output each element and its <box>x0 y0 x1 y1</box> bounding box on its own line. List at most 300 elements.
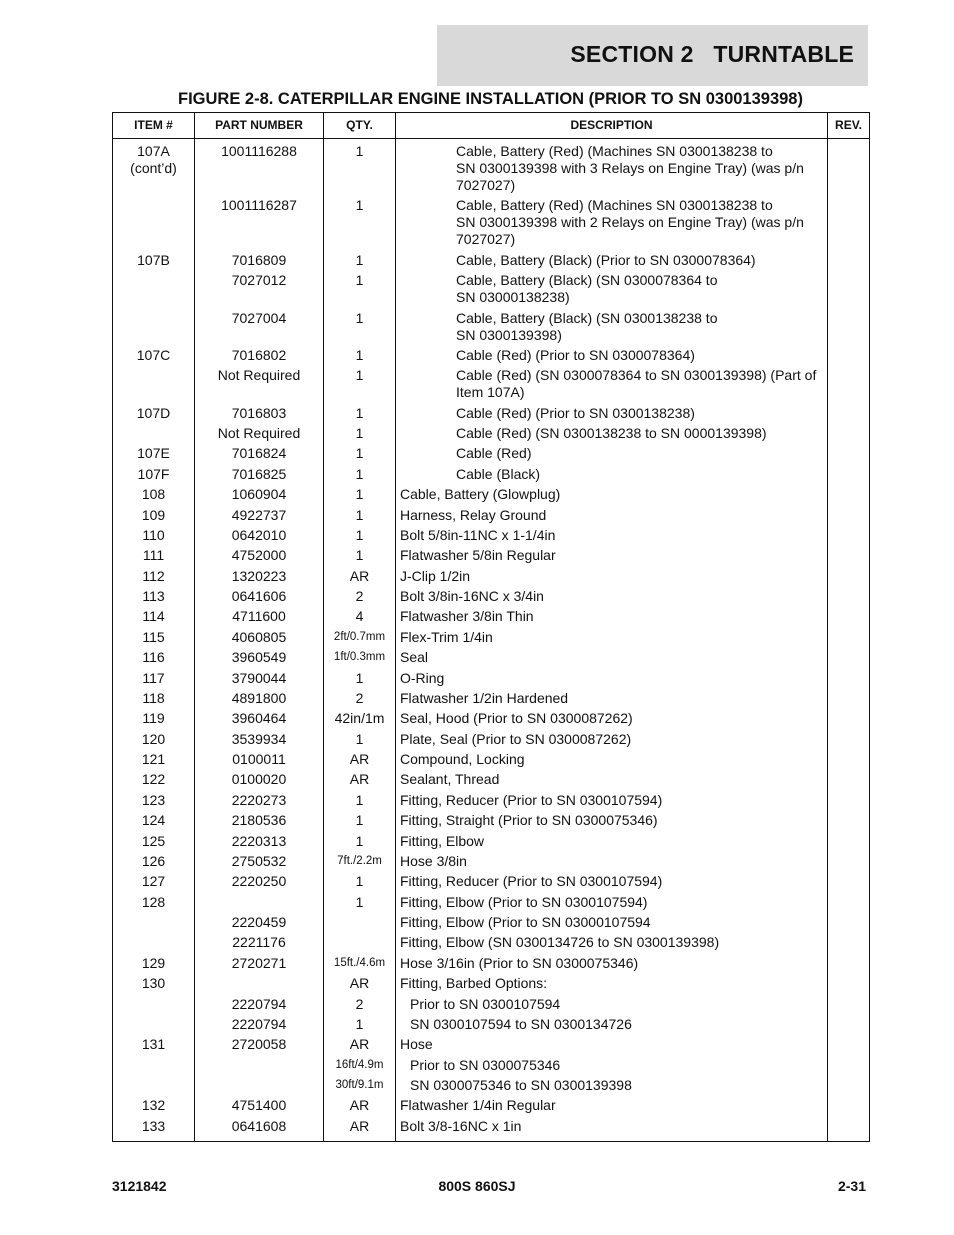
rev-cell <box>828 546 870 566</box>
description-cell-text: Fitting, Barbed Options: <box>400 975 548 992</box>
qty-cell-text: 7ft./2.2m <box>337 854 382 867</box>
item-cell <box>113 196 195 250</box>
part-number-cell-text: 1001116288 <box>221 143 297 159</box>
rev-cell <box>828 627 870 647</box>
column-header-rev: REV. <box>828 113 870 139</box>
part-number-cell <box>195 872 324 892</box>
part-number-cell <box>195 505 324 525</box>
description-cell-text: Prior to SN 0300107594 <box>410 995 561 1012</box>
qty-cell-text: AR <box>349 1036 370 1053</box>
part-number-cell-text: 3790044 <box>231 669 287 686</box>
qty-cell <box>324 729 396 749</box>
description-cell-text: Flatwasher 1/2in Hardened <box>400 689 569 706</box>
description-cell <box>396 505 828 525</box>
item-cell <box>113 525 195 545</box>
rev-cell <box>828 403 870 423</box>
description-cell-text: Fitting, Elbow (SN 0300134726 to SN 0300139398) <box>400 934 720 951</box>
item-cell <box>113 851 195 871</box>
qty-cell-text: 42in/1m <box>334 710 385 727</box>
table-row <box>113 627 870 647</box>
item-cell-text: 123 <box>141 791 166 808</box>
description-cell-text: Cable (Red) <box>456 445 532 462</box>
part-number-cell <box>195 770 324 790</box>
description-cell-text: Cable, Battery (Red) (Machines SN 0300138238 to SN 0300139398 with 2 Relays on Engine Tray) (was p/n 7027027) <box>456 197 804 248</box>
part-number-cell <box>195 139 324 196</box>
part-number-cell <box>195 810 324 830</box>
qty-cell-text: 2 <box>355 689 364 706</box>
item-cell <box>113 1116 195 1141</box>
item-cell <box>113 810 195 830</box>
item-cell-text: 113 <box>142 588 165 604</box>
part-number-cell <box>195 366 324 403</box>
qty-cell-text: 1 <box>355 309 364 326</box>
table-row <box>113 566 870 586</box>
qty-cell-text: AR <box>349 1117 370 1134</box>
item-cell <box>113 749 195 769</box>
qty-cell-text: 1 <box>355 873 364 890</box>
item-cell <box>113 345 195 365</box>
item-cell-text: 107F <box>137 465 170 482</box>
item-cell-text: 128 <box>141 893 166 910</box>
part-number-cell <box>195 892 324 912</box>
part-number-cell <box>195 1075 324 1095</box>
description-cell <box>396 851 828 871</box>
item-cell <box>113 566 195 586</box>
item-cell <box>113 464 195 484</box>
qty-cell-text: 1 <box>355 486 364 503</box>
qty-cell <box>324 709 396 729</box>
item-cell-text: 132 <box>141 1097 166 1114</box>
description-cell-text: Cable, Battery (Black) (SN 0300138238 to SN 0300139398) <box>456 309 718 343</box>
table-row <box>113 749 870 769</box>
description-cell <box>396 525 828 545</box>
qty-cell <box>324 790 396 810</box>
description-cell-text: Seal <box>400 649 429 666</box>
qty-cell-text: 2ft/0.7mm <box>333 630 386 643</box>
item-cell-text: 121 <box>141 751 166 767</box>
part-number-cell <box>195 1096 324 1116</box>
item-cell <box>113 505 195 525</box>
part-number-cell-text: Not Required <box>217 425 301 441</box>
description-cell <box>396 953 828 973</box>
part-number-cell <box>195 627 324 647</box>
description-cell-text: Cable (Red) (Prior to SN 0300138238) <box>456 404 695 421</box>
description-cell <box>396 366 828 403</box>
item-cell <box>113 546 195 566</box>
part-number-cell-text: 2220250 <box>231 873 287 890</box>
description-cell-text: Fitting, Elbow <box>400 832 485 849</box>
qty-cell-text: 1 <box>355 812 364 829</box>
parts-table <box>112 112 870 1142</box>
description-cell <box>396 484 828 504</box>
description-cell <box>396 912 828 932</box>
rev-cell <box>828 1075 870 1095</box>
qty-cell <box>324 872 396 892</box>
table-row <box>113 770 870 790</box>
table-row <box>113 647 870 667</box>
table-row <box>113 546 870 566</box>
qty-cell <box>324 1096 396 1116</box>
description-cell-text: SN 0300107594 to SN 0300134726 <box>410 1015 632 1032</box>
description-cell-text: Cable, Battery (Glowplug) <box>400 486 561 503</box>
description-cell-text: Cable, Battery (Black) (SN 0300078364 to SN 03000138238) <box>456 272 718 306</box>
rev-cell <box>828 366 870 403</box>
rev-cell <box>828 729 870 749</box>
part-number-cell-text: 4751400 <box>231 1097 287 1114</box>
part-number-cell <box>195 973 324 993</box>
item-cell-text: 129 <box>141 954 166 971</box>
part-number-cell-text: 4060805 <box>231 628 287 645</box>
description-cell-text: Plate, Seal (Prior to SN 0300087262) <box>400 730 632 747</box>
item-cell-text: 119 <box>142 710 165 727</box>
part-number-cell-text: 0641608 <box>231 1117 287 1134</box>
column-header-description: DESCRIPTION <box>396 113 828 139</box>
item-cell <box>113 139 195 196</box>
table-row <box>113 1055 870 1075</box>
qty-cell-text: 1 <box>355 404 364 421</box>
part-number-cell-text: 3539934 <box>231 730 287 747</box>
description-cell <box>396 872 828 892</box>
part-number-cell <box>195 546 324 566</box>
part-number-cell <box>195 607 324 627</box>
part-number-cell-text: 1320223 <box>231 567 287 584</box>
part-number-cell-text: Not Required <box>217 367 301 384</box>
item-cell <box>113 1035 195 1055</box>
part-number-cell <box>195 729 324 749</box>
qty-cell <box>324 810 396 830</box>
part-number-cell-text: 3960549 <box>231 649 287 666</box>
table-row <box>113 345 870 365</box>
table-row <box>113 831 870 851</box>
description-cell <box>396 688 828 708</box>
rev-cell <box>828 196 870 250</box>
part-number-cell <box>195 709 324 729</box>
qty-cell <box>324 953 396 973</box>
rev-cell <box>828 872 870 892</box>
item-cell <box>113 1055 195 1075</box>
table-row <box>113 505 870 525</box>
rev-cell <box>828 688 870 708</box>
part-number-cell-text: 7016803 <box>231 404 287 421</box>
table-row <box>113 668 870 688</box>
footer-page-number: 2-31 <box>837 1178 866 1194</box>
qty-cell-text: 1 <box>355 445 364 462</box>
part-number-cell <box>195 345 324 365</box>
description-cell-text: Bolt 5/8in-11NC x 1-1/4in <box>400 526 556 543</box>
part-number-cell-text: 2220273 <box>231 791 287 808</box>
qty-cell-text: 1 <box>355 893 364 910</box>
qty-cell <box>324 403 396 423</box>
item-cell <box>113 973 195 993</box>
rev-cell <box>828 444 870 464</box>
table-row <box>113 444 870 464</box>
table-row <box>113 953 870 973</box>
table-row <box>113 139 870 196</box>
description-cell <box>396 709 828 729</box>
part-number-cell-text: 2720058 <box>231 1036 287 1053</box>
description-cell <box>396 345 828 365</box>
rev-cell <box>828 505 870 525</box>
part-number-cell-text: 2750532 <box>231 852 287 869</box>
description-cell-text: O-Ring <box>400 669 445 686</box>
part-number-cell-text: 0100011 <box>232 751 286 767</box>
parts-table-body <box>113 139 870 1142</box>
qty-cell-text: 1 <box>355 669 364 686</box>
table-row <box>113 1116 870 1141</box>
qty-cell <box>324 912 396 932</box>
part-number-cell-text: 2220794 <box>231 995 287 1012</box>
part-number-cell <box>195 270 324 307</box>
qty-cell <box>324 444 396 464</box>
table-row <box>113 196 870 250</box>
qty-cell <box>324 464 396 484</box>
description-cell <box>396 810 828 830</box>
qty-cell <box>324 851 396 871</box>
qty-cell <box>324 627 396 647</box>
item-cell <box>113 668 195 688</box>
item-cell-text: 109 <box>141 506 166 523</box>
qty-cell-text: 1 <box>355 143 364 159</box>
table-row <box>113 586 870 606</box>
description-cell <box>396 423 828 443</box>
description-cell-text: Flatwasher 3/8in Thin <box>400 608 534 625</box>
description-cell <box>396 464 828 484</box>
part-number-cell-text: 0100020 <box>231 771 287 788</box>
table-row <box>113 464 870 484</box>
description-cell-text: Cable, Battery (Red) (Machines SN 0300138238 to SN 0300139398 with 3 Relays on Engine Tray) (was p/n 7027027) <box>456 143 804 193</box>
rev-cell <box>828 525 870 545</box>
description-cell-text: Prior to SN 0300075346 <box>410 1056 561 1073</box>
item-cell <box>113 607 195 627</box>
qty-cell-text: 1 <box>355 251 364 268</box>
qty-cell <box>324 345 396 365</box>
table-row <box>113 423 870 443</box>
item-cell <box>113 308 195 345</box>
rev-cell <box>828 1096 870 1116</box>
item-cell-text: 117 <box>142 669 165 686</box>
description-cell <box>396 1075 828 1095</box>
description-cell <box>396 892 828 912</box>
item-cell-text: 127 <box>141 873 166 890</box>
qty-cell <box>324 1035 396 1055</box>
footer-model: 800S 860SJ <box>438 1178 516 1194</box>
rev-cell <box>828 1055 870 1075</box>
item-cell <box>113 403 195 423</box>
part-number-cell <box>195 688 324 708</box>
qty-cell-text: 1 <box>355 730 364 747</box>
part-number-cell <box>195 1014 324 1034</box>
rev-cell <box>828 831 870 851</box>
part-number-cell <box>195 749 324 769</box>
part-number-cell <box>195 525 324 545</box>
qty-cell <box>324 607 396 627</box>
table-row <box>113 403 870 423</box>
item-cell-text: 112 <box>142 567 165 584</box>
rev-cell <box>828 749 870 769</box>
qty-cell-text: 1 <box>355 791 364 808</box>
qty-cell <box>324 1014 396 1034</box>
part-number-cell-text: 7016825 <box>231 465 287 482</box>
item-cell-text: 107E <box>137 445 170 462</box>
item-cell <box>113 709 195 729</box>
qty-cell <box>324 270 396 307</box>
description-cell-text: Hose 3/16in (Prior to SN 0300075346) <box>400 954 639 971</box>
item-cell-text: 122 <box>141 771 166 788</box>
item-cell-text: 133 <box>141 1117 166 1134</box>
item-cell-text: 107D <box>136 404 171 421</box>
rev-cell <box>828 1035 870 1055</box>
description-cell <box>396 444 828 464</box>
item-cell <box>113 872 195 892</box>
description-cell <box>396 770 828 790</box>
description-cell-text: Cable (Red) (SN 0300138238 to SN 0000139398) <box>456 425 767 441</box>
qty-cell <box>324 668 396 688</box>
rev-cell <box>828 586 870 606</box>
description-cell-text: Fitting, Straight (Prior to SN 0300075346) <box>400 812 658 829</box>
table-row <box>113 1075 870 1095</box>
rev-cell <box>828 668 870 688</box>
item-cell-text: 107C <box>136 346 171 363</box>
item-cell <box>113 770 195 790</box>
part-number-cell-text: 2220794 <box>231 1015 287 1032</box>
description-cell-text: Bolt 3/8in-16NC x 3/4in <box>400 588 544 604</box>
qty-cell <box>324 196 396 250</box>
part-number-cell <box>195 831 324 851</box>
section-title: SECTION 2 TURNTABLE <box>570 41 854 67</box>
part-number-cell-text: 3960464 <box>231 710 287 727</box>
part-number-cell <box>195 464 324 484</box>
table-row <box>113 810 870 830</box>
item-cell-text: 110 <box>142 526 165 543</box>
table-row <box>113 250 870 270</box>
part-number-cell <box>195 647 324 667</box>
column-header-item: ITEM # <box>113 113 195 139</box>
description-cell <box>396 647 828 667</box>
description-cell <box>396 1035 828 1055</box>
part-number-cell <box>195 851 324 871</box>
part-number-cell <box>195 1116 324 1141</box>
description-cell-text: Seal, Hood (Prior to SN 0300087262) <box>400 710 633 727</box>
item-cell <box>113 1075 195 1095</box>
description-cell <box>396 1096 828 1116</box>
description-cell <box>396 668 828 688</box>
rev-cell <box>828 770 870 790</box>
column-header-qty: QTY. <box>324 113 396 139</box>
qty-cell-text: 1 <box>355 1015 364 1032</box>
item-cell-text: 120 <box>141 730 166 747</box>
description-cell <box>396 566 828 586</box>
rev-cell <box>828 345 870 365</box>
item-cell <box>113 729 195 749</box>
description-cell-text: Cable (Red) (SN 0300078364 to SN 0300139398) (Part of Item 107A) <box>456 367 817 401</box>
description-cell-text: Hose <box>400 1036 433 1053</box>
rev-cell <box>828 709 870 729</box>
description-cell <box>396 790 828 810</box>
part-number-cell-text: 0641606 <box>231 588 287 604</box>
table-row <box>113 892 870 912</box>
rev-cell <box>828 892 870 912</box>
item-cell <box>113 366 195 403</box>
part-number-cell <box>195 953 324 973</box>
table-row <box>113 851 870 871</box>
qty-cell-text: 1 <box>355 346 364 363</box>
table-row <box>113 912 870 932</box>
qty-cell <box>324 1116 396 1141</box>
part-number-cell <box>195 1055 324 1075</box>
table-row <box>113 270 870 307</box>
item-cell-text: 131 <box>141 1036 166 1053</box>
rev-cell <box>828 139 870 196</box>
rev-cell <box>828 953 870 973</box>
table-row <box>113 484 870 504</box>
rev-cell <box>828 933 870 953</box>
qty-cell <box>324 973 396 993</box>
table-row <box>113 872 870 892</box>
rev-cell <box>828 994 870 1014</box>
description-cell <box>396 270 828 307</box>
item-cell-text: 125 <box>141 832 166 849</box>
rev-cell <box>828 973 870 993</box>
item-cell <box>113 1014 195 1034</box>
description-cell <box>396 308 828 345</box>
qty-cell-text: 1 <box>355 465 364 482</box>
item-cell <box>113 250 195 270</box>
table-row <box>113 1035 870 1055</box>
description-cell-text: Bolt 3/8-16NC x 1in <box>400 1117 522 1134</box>
qty-cell <box>324 994 396 1014</box>
description-cell-text: Fitting, Elbow (Prior to SN 0300107594) <box>400 893 648 910</box>
description-cell <box>396 729 828 749</box>
qty-cell <box>324 1075 396 1095</box>
item-cell <box>113 688 195 708</box>
rev-cell <box>828 250 870 270</box>
item-cell <box>113 953 195 973</box>
part-number-cell-text: 2220313 <box>231 832 287 849</box>
qty-cell <box>324 749 396 769</box>
item-cell-text: 114 <box>142 608 165 625</box>
item-cell <box>113 892 195 912</box>
qty-cell-text: AR <box>349 771 370 788</box>
description-cell <box>396 139 828 196</box>
part-number-cell-text: 2180536 <box>231 812 287 829</box>
item-cell-text: 116 <box>142 649 165 666</box>
part-number-cell <box>195 250 324 270</box>
item-cell <box>113 912 195 932</box>
description-cell-text: Harness, Relay Ground <box>400 506 547 523</box>
part-number-cell-text: 2720271 <box>231 954 287 971</box>
rev-cell <box>828 810 870 830</box>
item-cell-text: 107B <box>137 251 170 268</box>
description-cell-text: Sealant, Thread <box>400 771 500 788</box>
figure-title: FIGURE 2-8. CATERPILLAR ENGINE INSTALLATION (PRIOR TO SN 0300139398) <box>178 90 803 108</box>
description-cell-text: Fitting, Reducer (Prior to SN 0300107594) <box>400 873 663 890</box>
qty-cell-text: 1 <box>355 425 364 441</box>
item-cell <box>113 647 195 667</box>
qty-cell-text: 2 <box>355 995 364 1012</box>
table-row <box>113 366 870 403</box>
table-row <box>113 1014 870 1034</box>
rev-cell <box>828 851 870 871</box>
part-number-cell <box>195 423 324 443</box>
qty-cell <box>324 892 396 912</box>
part-number-cell <box>195 912 324 932</box>
qty-cell-text: 4 <box>355 608 364 625</box>
qty-cell <box>324 1055 396 1075</box>
description-cell-text: Flex-Trim 1/4in <box>400 628 493 645</box>
column-header-part-number: PART NUMBER <box>195 113 324 139</box>
item-cell <box>113 831 195 851</box>
item-cell-text: 107A (cont’d) <box>130 143 177 176</box>
